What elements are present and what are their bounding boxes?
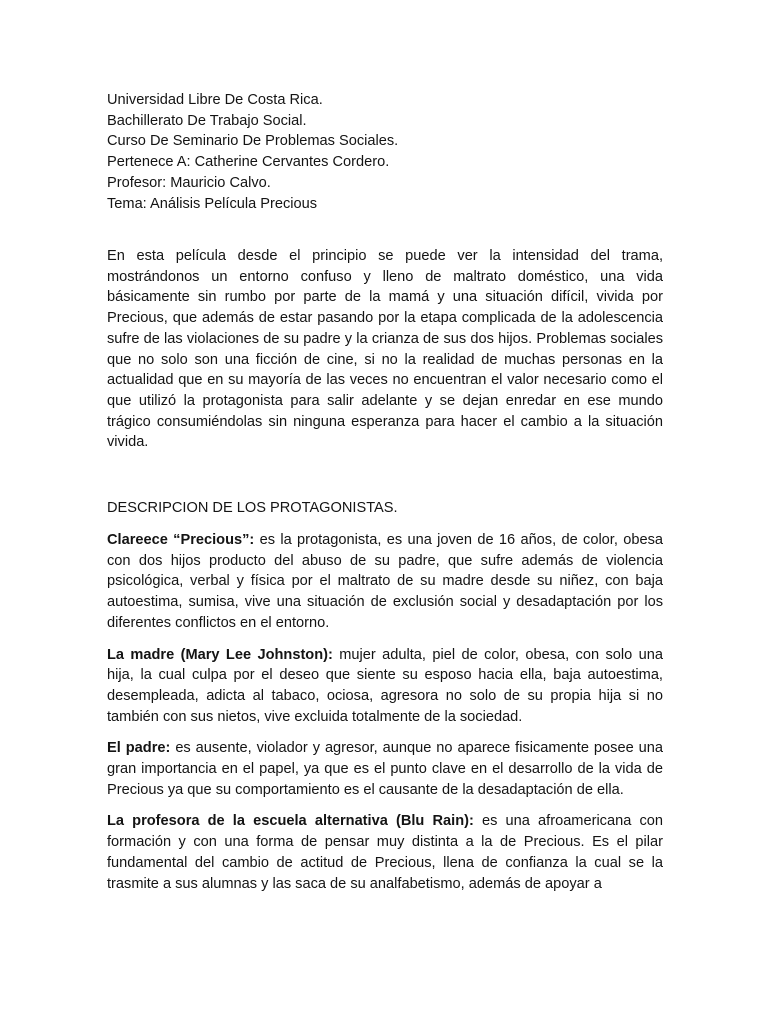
characters-list bbox=[107, 530, 663, 905]
character-description: mujer adulta, piel de color, obesa, con solo una hija, la cual culpa por el deseo que siente su esposo hacia ella, baja autoestima, desempleada, adicta al tabaco, ociosa, agresora no solo de su propia hija si no también con sus nietos, vive excluida totalmente de la sociedad. bbox=[107, 646, 663, 725]
intro-paragraph: En esta película desde el principio se puede ver la intensidad del trama, mostrándonos un entorno confuso y lleno de maltrato doméstico, una vida básicamente sin rumbo por parte de la mamá y una situación difícil, vivida por Precious, que además de estar pasando por la etapa complicada de la adolescencia sufre de las violaciones de su padre y la crianza de sus dos hijos. Problemas sociales que no solo son una ficción de cine, si no la realidad de muchas personas en la actualidad que en su mayoría de las veces no encuentran el valor necesario como el que utilizó la protagonista para salir adelante y se dejan enredar en ese mundo trágico consumiéndolas sin ninguna esperanza para hacer el cambio a la situación vivida. bbox=[107, 248, 663, 451]
degree-line: Bachillerato De Trabajo Social. bbox=[107, 112, 307, 129]
character-description: es ausente, violador y agresor, aunque no aparece fisicamente posee una gran importancia en el papel, ya que es el punto clave en el desarrollo de la vida de Precious ya que su comportamiento es el causante de la desadaptación de ella. bbox=[107, 740, 663, 798]
character-paragraph bbox=[107, 738, 663, 800]
professor-line: Profesor: Mauricio Calvo. bbox=[107, 174, 271, 191]
character-paragraph bbox=[107, 645, 663, 728]
character-name: El padre: bbox=[107, 740, 171, 757]
university-line: Universidad Libre De Costa Rica. bbox=[107, 92, 323, 108]
character-description: es una afroamericana con formación y con una forma de pensar muy distinta a la de Precious. Es el pilar fundamental del cambio de actitud de Precious, llena de confianza la cual se la trasmite a sus alumnas y las saca de su analfabetismo, además de apoyar a bbox=[107, 813, 664, 892]
author-line: Pertenece A: Catherine Cervantes Cordero. bbox=[107, 154, 390, 171]
section-heading: DESCRIPCION DE LOS PROTAGONISTAS. bbox=[107, 500, 398, 516]
character-paragraph bbox=[107, 811, 663, 894]
character-name: Clareece “Precious”: bbox=[107, 532, 255, 548]
character-name: La madre (Mary Lee Johnston): bbox=[107, 646, 333, 663]
document-header bbox=[107, 90, 667, 214]
character-name: La profesora de la escuela alternativa (Blu Rain): bbox=[107, 813, 474, 830]
topic-line: Tema: Análisis Película Precious bbox=[107, 195, 318, 212]
character-description: es la protagonista, es una joven de 16 años, de color, obesa con dos hijos producto del abuso de su padre, que sufre además de violencia psicológica, verbal y física por el maltrato de su madre desde su niñez, con baja autoestima, sumisa, vive una situación de exclusión social y desadaptación por los diferentes conflictos en el entorno. bbox=[107, 532, 663, 631]
course-line: Curso De Seminario De Problemas Sociales. bbox=[107, 133, 399, 150]
character-paragraph bbox=[107, 530, 663, 634]
